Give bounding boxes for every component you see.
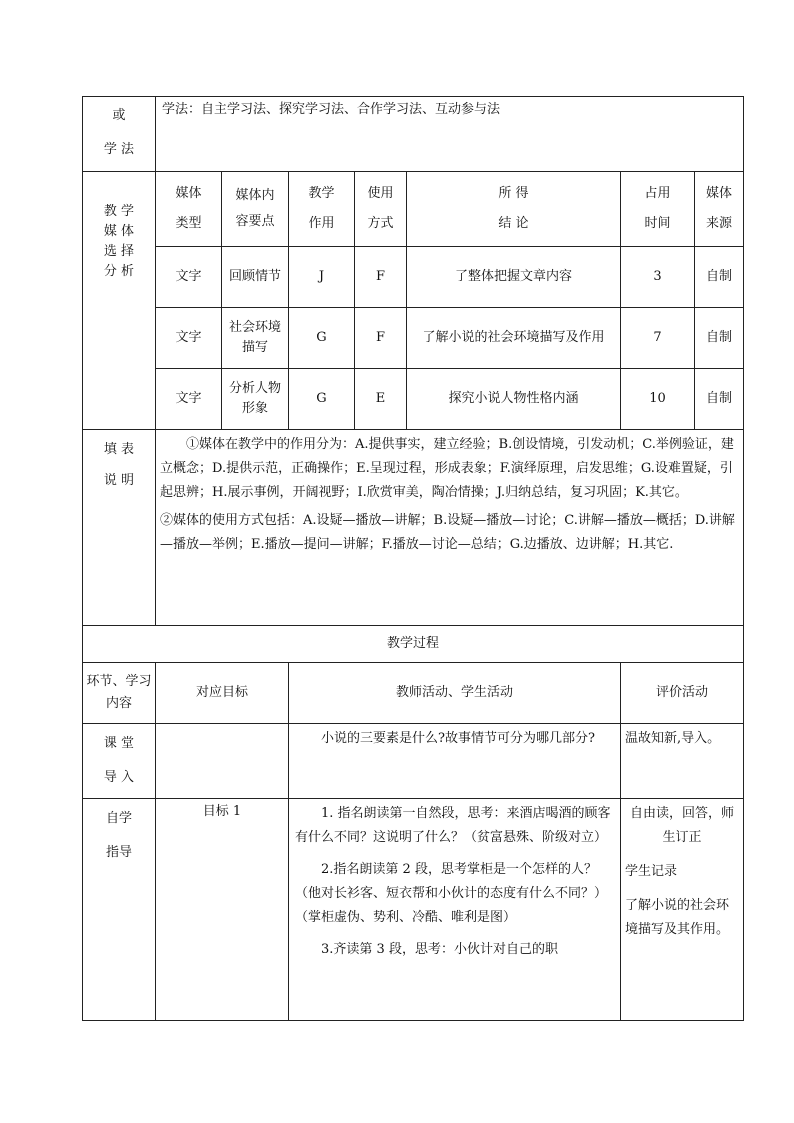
process-row bbox=[83, 724, 744, 799]
study-method-row bbox=[83, 97, 744, 172]
activity-paragraph: 3.齐读第 3 段，思考：小伙计对自己的职 bbox=[321, 942, 558, 957]
evaluation-text: 学生记录 bbox=[625, 864, 678, 879]
notes-paragraph-2: ②媒体的使用方式包括：A.设疑—播放—讲解；B.设疑—播放—讨论；C.讲解—播放—概括；D.讲解—播放—举例；E.播放—提问—讲解；F.播放—讨论—总结；G.边播放、边讲解；H.其它. bbox=[160, 513, 735, 552]
media-source-cell: 自制 bbox=[695, 369, 744, 430]
header-text: 来源 bbox=[706, 216, 733, 231]
header-text: 教学 bbox=[308, 186, 335, 201]
study-method-label bbox=[83, 97, 156, 172]
media-row bbox=[83, 369, 744, 430]
header-text: 结 论 bbox=[498, 216, 529, 231]
header-text: 媒体内 bbox=[235, 188, 275, 203]
media-usage-cell: E bbox=[355, 369, 407, 430]
header-text: 占用 bbox=[644, 186, 671, 201]
media-content-cell: 回顾情节 bbox=[222, 247, 289, 308]
media-source-cell: 自制 bbox=[695, 247, 744, 308]
evaluation-text: 温故知新,导入。 bbox=[625, 731, 721, 746]
evaluation-cell bbox=[621, 724, 744, 799]
activity-paragraph: 2.指名朗读第 2 段，思考掌柜是一个怎样的人？（他对长衫客、短衣帮和小伙计的态度有什么不同？）（掌柜虚伪、势利、冷酷、唯利是图） bbox=[295, 862, 608, 925]
header-text: 作用 bbox=[308, 216, 335, 231]
media-conclusion-cell: 探究小说人物性格内涵 bbox=[407, 369, 621, 430]
header-target: 对应目标 bbox=[156, 663, 289, 724]
header-media-content bbox=[222, 172, 289, 247]
header-conclusion bbox=[407, 172, 621, 247]
header-activity: 教师活动、学生活动 bbox=[289, 663, 621, 724]
header-source bbox=[695, 172, 744, 247]
media-type-cell: 文字 bbox=[156, 308, 222, 369]
media-label-line: 教 学 bbox=[103, 204, 135, 219]
activity-paragraph: 小说的三要素是什么?故事情节可分为哪几部分? bbox=[321, 731, 595, 746]
media-source-cell: 自制 bbox=[695, 308, 744, 369]
activity-paragraph: 1. 指名朗读第一自然段，思考：来酒店喝酒的顾客有什么不同？这说明了什么？（贫富悬殊、阶级对立） bbox=[295, 806, 611, 845]
header-evaluation: 评价活动 bbox=[621, 663, 744, 724]
lesson-plan-table bbox=[82, 96, 744, 1021]
header-teaching-role bbox=[289, 172, 355, 247]
media-role-cell: G bbox=[289, 369, 355, 430]
header-usage bbox=[355, 172, 407, 247]
media-usage-cell: F bbox=[355, 247, 407, 308]
header-text: 媒体 bbox=[706, 186, 733, 201]
target-cell: 目标 1 bbox=[156, 799, 289, 1021]
media-label-line: 选 择 bbox=[103, 244, 135, 260]
header-text: 所 得 bbox=[498, 186, 529, 201]
media-row bbox=[83, 308, 744, 369]
process-title-row bbox=[83, 626, 744, 663]
process-title: 教学过程 bbox=[83, 626, 744, 663]
media-conclusion-cell: 了解小说的社会环境描写及作用 bbox=[407, 308, 621, 369]
header-text: 类型 bbox=[175, 216, 202, 231]
header-media-type bbox=[156, 172, 222, 247]
stage-line: 导 入 bbox=[103, 770, 135, 785]
media-row bbox=[83, 247, 744, 308]
stage-cell bbox=[83, 799, 156, 1021]
media-content-cell: 分析人物形象 bbox=[222, 369, 289, 430]
notes-label-line: 填 表 bbox=[103, 442, 135, 457]
evaluation-cell bbox=[621, 799, 744, 1021]
media-conclusion-cell: 了整体把握文章内容 bbox=[407, 247, 621, 308]
media-header-row bbox=[83, 172, 744, 247]
process-header-row bbox=[83, 663, 744, 724]
stage-line: 自学 bbox=[105, 811, 132, 826]
media-type-cell: 文字 bbox=[156, 247, 222, 308]
evaluation-text: 了解小说的社会环境描写及其作用。 bbox=[625, 898, 730, 937]
evaluation-text: 自由读，回答，师生订正 bbox=[630, 806, 735, 845]
header-text: 时间 bbox=[644, 216, 671, 231]
stage-line: 课 堂 bbox=[103, 736, 135, 751]
media-time-cell: 3 bbox=[621, 247, 695, 308]
media-time-cell: 10 bbox=[621, 369, 695, 430]
header-text: 使用 bbox=[367, 186, 394, 201]
media-label-line: 分 析 bbox=[103, 264, 135, 280]
header-stage: 环节、学习内容 bbox=[83, 663, 156, 724]
notes-content bbox=[156, 430, 744, 626]
activity-cell bbox=[289, 799, 621, 1021]
header-text: 容要点 bbox=[235, 214, 275, 229]
target-cell bbox=[156, 724, 289, 799]
study-label-line2: 学 法 bbox=[103, 142, 135, 157]
stage-cell bbox=[83, 724, 156, 799]
media-time-cell: 7 bbox=[621, 308, 695, 369]
media-usage-cell: F bbox=[355, 308, 407, 369]
header-text: 方式 bbox=[367, 216, 394, 231]
notes-row bbox=[83, 430, 744, 626]
media-role-cell: G bbox=[289, 308, 355, 369]
header-time bbox=[621, 172, 695, 247]
study-label-line1: 或 bbox=[112, 108, 126, 123]
stage-line: 指导 bbox=[105, 845, 132, 860]
media-content-cell: 社会环境描写 bbox=[222, 308, 289, 369]
activity-cell bbox=[289, 724, 621, 799]
process-row bbox=[83, 799, 744, 1021]
notes-label bbox=[83, 430, 156, 626]
notes-label-line: 说 明 bbox=[103, 473, 135, 488]
header-text: 媒体 bbox=[175, 186, 202, 201]
media-analysis-label bbox=[83, 172, 156, 430]
media-role-cell: J bbox=[289, 247, 355, 308]
media-label-line: 媒 体 bbox=[103, 224, 135, 240]
notes-paragraph-1: ①媒体在教学中的作用分为：A.提供事实，建立经验；B.创设情境，引发动机；C.举例验证，建立概念；D.提供示范，正确操作；E.呈现过程，形成表象；F.演绎原理，启发思维；G.设难置疑，引起思辨；H.展示事例，开阔视野；I.欣赏审美，陶冶情操；J.归纳总结，复习巩固；K.其它。 bbox=[160, 437, 734, 500]
media-type-cell: 文字 bbox=[156, 369, 222, 430]
study-method-text: 学法：自主学习法、探究学习法、合作学习法、互动参与法 bbox=[156, 97, 744, 172]
